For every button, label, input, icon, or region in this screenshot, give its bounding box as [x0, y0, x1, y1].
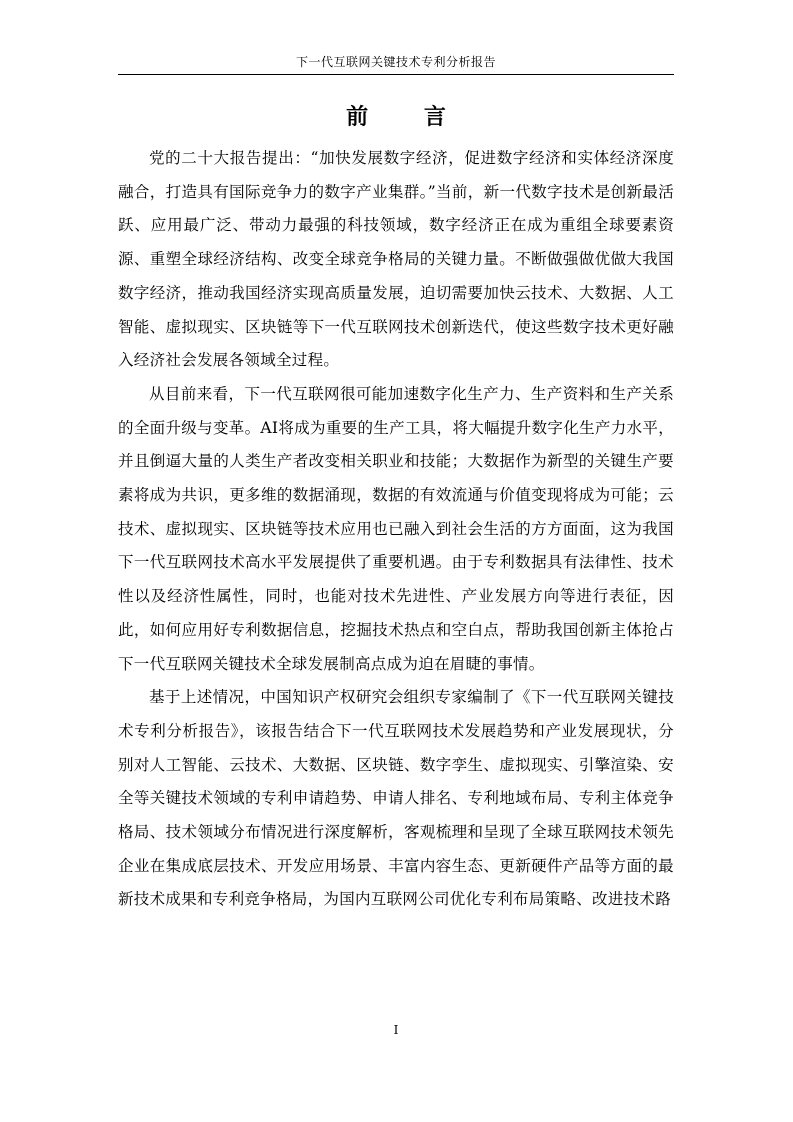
page-title: 前 言 [346, 105, 470, 130]
paragraph-1: 党的二十大报告提出：“加快发展数字经济，促进数字经济和实体经济深度融合，打造具有国际竞争力的数字产业集群。”当前，新一代数字技术是创新最活跃、应用最广泛、带动力最强的科技领域，数字经济正在成为重组全球要素资源、重塑全球经济结构、改变全球竞争格局的关键力量。不断做强做优做大我国数字经济，推动我国经济实现高质量发展，迫切需要加快云技术、大数据、人工智能、虚拟现实、区块链等下一代互联网技术创新迭代，使这些数字技术更好融入经济社会发展各领域全过程。 [118, 149, 674, 370]
page-number: I [393, 1023, 399, 1037]
paragraph-2: 从目前来看，下一代互联网很可能加速数字化生产力、生产资料和生产关系的全面升级与变革。AI将成为重要的生产工具，将大幅提升数字化生产力水平，并且倒逼大量的人类生产者改变相关职业和技能；大数据作为新型的关键生产要素将成为共识，更多维的数据涌现，数据的有效流通与价值变现将成为可能；云技术、虚拟现实、区块链等技术应用也已融入到社会生活的方方面面，这为我国下一代互联网技术高水平发展提供了重要机遇。由于专利数据具有法律性、技术性以及经济性属性，同时，也能对技术先进性、产业发展方向等进行表征，因此，如何应用好专利数据信息，挖掘技术热点和空白点，帮助我国创新主体抢占下一代互联网关键技术全球发展制高点成为迫在眉睫的事情。 [118, 384, 674, 673]
running-header-title: 下一代互联网关键技术专利分析报告 [295, 55, 496, 69]
paragraph-3: 基于上述情况，中国知识产权研究会组织专家编制了《下一代互联网关键技术专利分析报告》，该报告结合下一代互联网技术发展趋势和产业发展现状，分别对人工智能、云技术、大数据、区块链、数字孪生、虚拟现实、引擎渲染、安全等关键技术领域的专利申请趋势、申请人排名、专利地域布局、专利主体竞争格局、技术领域分布情况进行深度解析，客观梳理和呈现了全球互联网技术领先企业在集成底层技术、开发应用场景、丰富内容生态、更新硬件产品等方面的最新技术成果和专利竞争格局，为国内互联网公司优化专利布局策略、改进技术路 [118, 688, 674, 909]
running-header [118, 52, 674, 75]
document-body [118, 142, 674, 917]
